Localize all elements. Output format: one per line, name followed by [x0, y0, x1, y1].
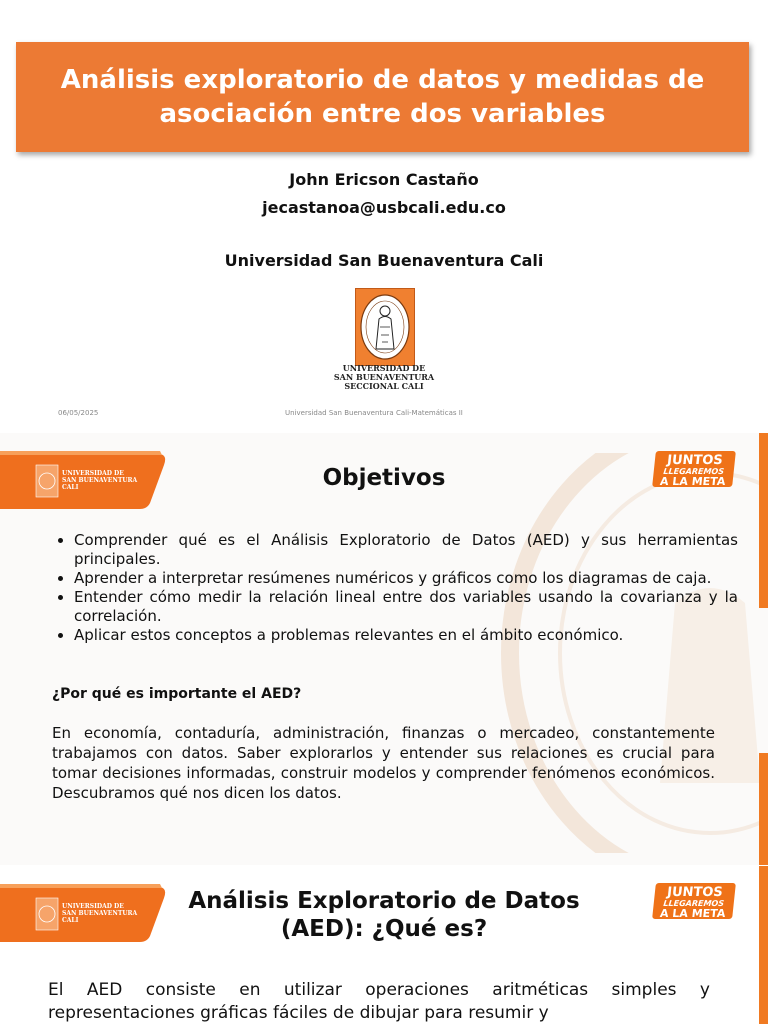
title-slide: [0, 0, 768, 432]
logo-line-3: SECCIONAL CALI: [344, 381, 424, 391]
ribbon-logo-line-2: SAN BUENAVENTURA: [62, 910, 138, 917]
ribbon-logo-line-1: UNIVERSIDAD DE: [62, 470, 124, 477]
slide-heading: Objetivos: [322, 465, 446, 491]
author-block: [0, 166, 768, 222]
heading-line-2: (AED): ¿Qué es?: [280, 916, 488, 942]
badge-line-1: JUNTOS: [666, 885, 724, 900]
footer-course: Universidad San Buenaventura Cali-Matemáticas II: [285, 409, 463, 417]
ribbon-logo-line-3: CALI: [62, 917, 79, 924]
body-paragraph: El AED consiste en utilizar operaciones aritméticas simples y representaciones gráficas fáciles de dibujar para resumir y: [48, 980, 710, 1023]
author-email: jecastanoa@usbcali.edu.co: [262, 198, 506, 217]
list-item: • Aprender a interpretar resúmenes numéricos y gráficos como los diagramas de caja.: [74, 569, 738, 588]
list-item: • Entender cómo medir la relación lineal entre dos variables usando la covarianza y la correlación.: [74, 588, 738, 626]
list-item: • Aplicar estos conceptos a problemas relevantes en el ámbito económico.: [74, 626, 738, 645]
aed-slide: [0, 866, 768, 1024]
logo-emblem: [355, 288, 415, 366]
objectives-list: [52, 531, 738, 645]
presentation-title: Análisis exploratorio de datos y medidas de asociación entre dos variables: [60, 65, 705, 129]
ribbon-logo-line-3: CALI: [62, 484, 79, 491]
objectives-slide: [0, 433, 768, 865]
author-name: John Ericson Castaño: [289, 170, 479, 189]
accent-bar: [759, 433, 768, 608]
list-item: • Comprender qué es el Análisis Exploratorio de Datos (AED) y sus herramientas principales.: [74, 531, 738, 569]
ribbon-logo-line-1: UNIVERSIDAD DE: [62, 903, 124, 910]
slide-heading: [0, 887, 768, 943]
body-paragraph: En economía, contaduría, administración, finanzas o mercadeo, constantemente trabajamos con datos. Saber explorarlos y entender sus relaciones es crucial para tomar decisiones informadas, construir modelos y comprender fenómenos económicos. Descubramos qué nos dicen los datos.: [52, 724, 715, 802]
footer-date: 06/05/2025: [58, 409, 99, 417]
seal-icon: [356, 289, 414, 365]
accent-bar: [759, 753, 768, 865]
logo-line-2: SAN BUENAVENTURA: [333, 372, 435, 382]
logo-line-1: UNIVERSIDAD DE: [342, 363, 426, 373]
section-subheading: ¿Por qué es importante el AED?: [52, 686, 302, 702]
badge-line-2: LLEGAREMOS: [662, 899, 725, 908]
logo-wordmark: [330, 364, 438, 391]
badge-line-2: LLEGAREMOS: [662, 467, 725, 476]
badge-line-3: A LA META: [659, 907, 727, 920]
ribbon-logo-line-2: SAN BUENAVENTURA: [62, 477, 138, 484]
institution-name: Universidad San Buenaventura Cali: [224, 251, 544, 270]
title-banner: [16, 42, 749, 152]
badge-line-1: JUNTOS: [666, 453, 724, 468]
heading-line-1: Análisis Exploratorio de Datos: [188, 888, 580, 914]
university-logo: [330, 288, 438, 394]
badge-line-3: A LA META: [659, 475, 727, 488]
